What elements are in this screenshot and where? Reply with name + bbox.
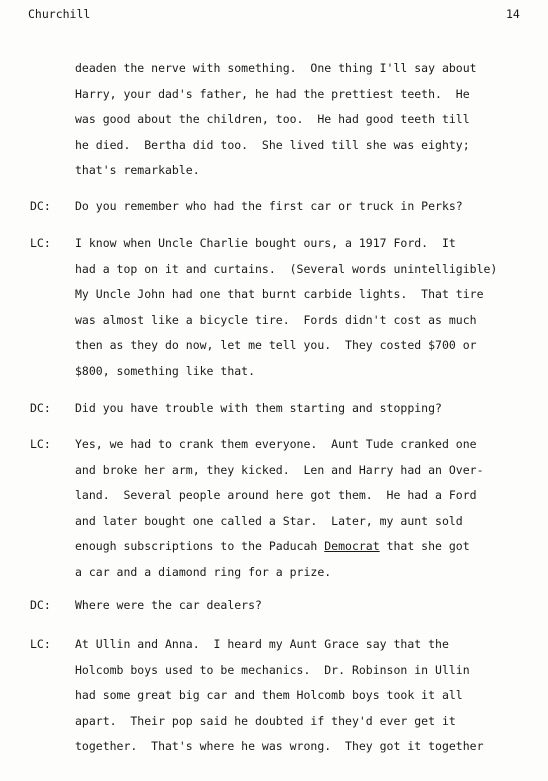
text-line — [75, 539, 540, 565]
speaker-label: DC: — [30, 199, 51, 213]
text-line: that's remarkable. — [75, 163, 200, 178]
text-line: had a top on it and curtains. (Several words unintelligible) — [75, 261, 498, 276]
text-line: then as they do now, let me tell you. They costed $700 or — [75, 338, 477, 353]
text-line: was good about the children, too. He had good teeth till — [75, 112, 470, 127]
dialogue-text — [75, 637, 540, 765]
text-line: and later bought one called a Star. Later, my aunt sold — [75, 513, 463, 528]
text-line: was almost like a bicycle tire. Fords didn't cost as much — [75, 312, 477, 327]
text-line: Holcomb boys used to be mechanics. Dr. Robinson in Ullin — [75, 662, 470, 677]
text-line: At Ullin and Anna. I heard my Aunt Grace say that the — [75, 637, 449, 651]
newspaper-title: Democrat — [324, 539, 380, 554]
text-line: Where were the car dealers? — [75, 598, 262, 612]
text-line: My Uncle John had one that burnt carbide lights. That tire — [75, 287, 484, 302]
text-line: I know when Uncle Charlie bought ours, a 1917 Ford. It — [75, 236, 456, 250]
text-line: a car and a diamond ring for a prize. — [75, 564, 332, 579]
text-line: Do you remember who had the first car or truck in Perks? — [75, 199, 463, 213]
dialogue-text — [75, 199, 540, 225]
dialogue-text — [75, 236, 540, 390]
paragraph-text — [75, 61, 540, 189]
speaker-label: LC: — [30, 637, 51, 651]
text-segment: that she got — [379, 539, 470, 554]
speaker-label: LC: — [30, 437, 51, 451]
text-line: had some great big car and them Holcomb boys took it all — [75, 688, 463, 703]
page-number: 14 — [506, 7, 520, 21]
dialogue-text — [75, 401, 540, 427]
text-line: Yes, we had to crank them everyone. Aunt Tude cranked one — [75, 437, 477, 451]
speaker-label: DC: — [30, 598, 51, 612]
speaker-label: LC: — [30, 236, 51, 250]
text-line: he died. Bertha did too. She lived till she was eighty; — [75, 137, 470, 152]
text-segment: enough subscriptions to the Paducah — [75, 539, 325, 554]
text-line: deaden the nerve with something. One thing I'll say about — [75, 61, 477, 75]
speaker-label: DC: — [30, 401, 51, 415]
text-line: and broke her arm, they kicked. Len and Harry had an Over- — [75, 462, 484, 477]
header-title: Churchill — [28, 7, 91, 21]
text-line: apart. Their pop said he doubted if they'd ever get it — [75, 713, 456, 728]
text-line: together. That's where he was wrong. They got it together — [75, 739, 484, 754]
text-line: Did you have trouble with them starting and stopping? — [75, 401, 442, 415]
dialogue-text — [75, 598, 540, 624]
dialogue-text — [75, 437, 540, 591]
text-line: $800, something like that. — [75, 363, 256, 378]
text-line: Harry, your dad's father, he had the prettiest teeth. He — [75, 86, 470, 101]
text-line: land. Several people around here got them. He had a Ford — [75, 488, 477, 503]
